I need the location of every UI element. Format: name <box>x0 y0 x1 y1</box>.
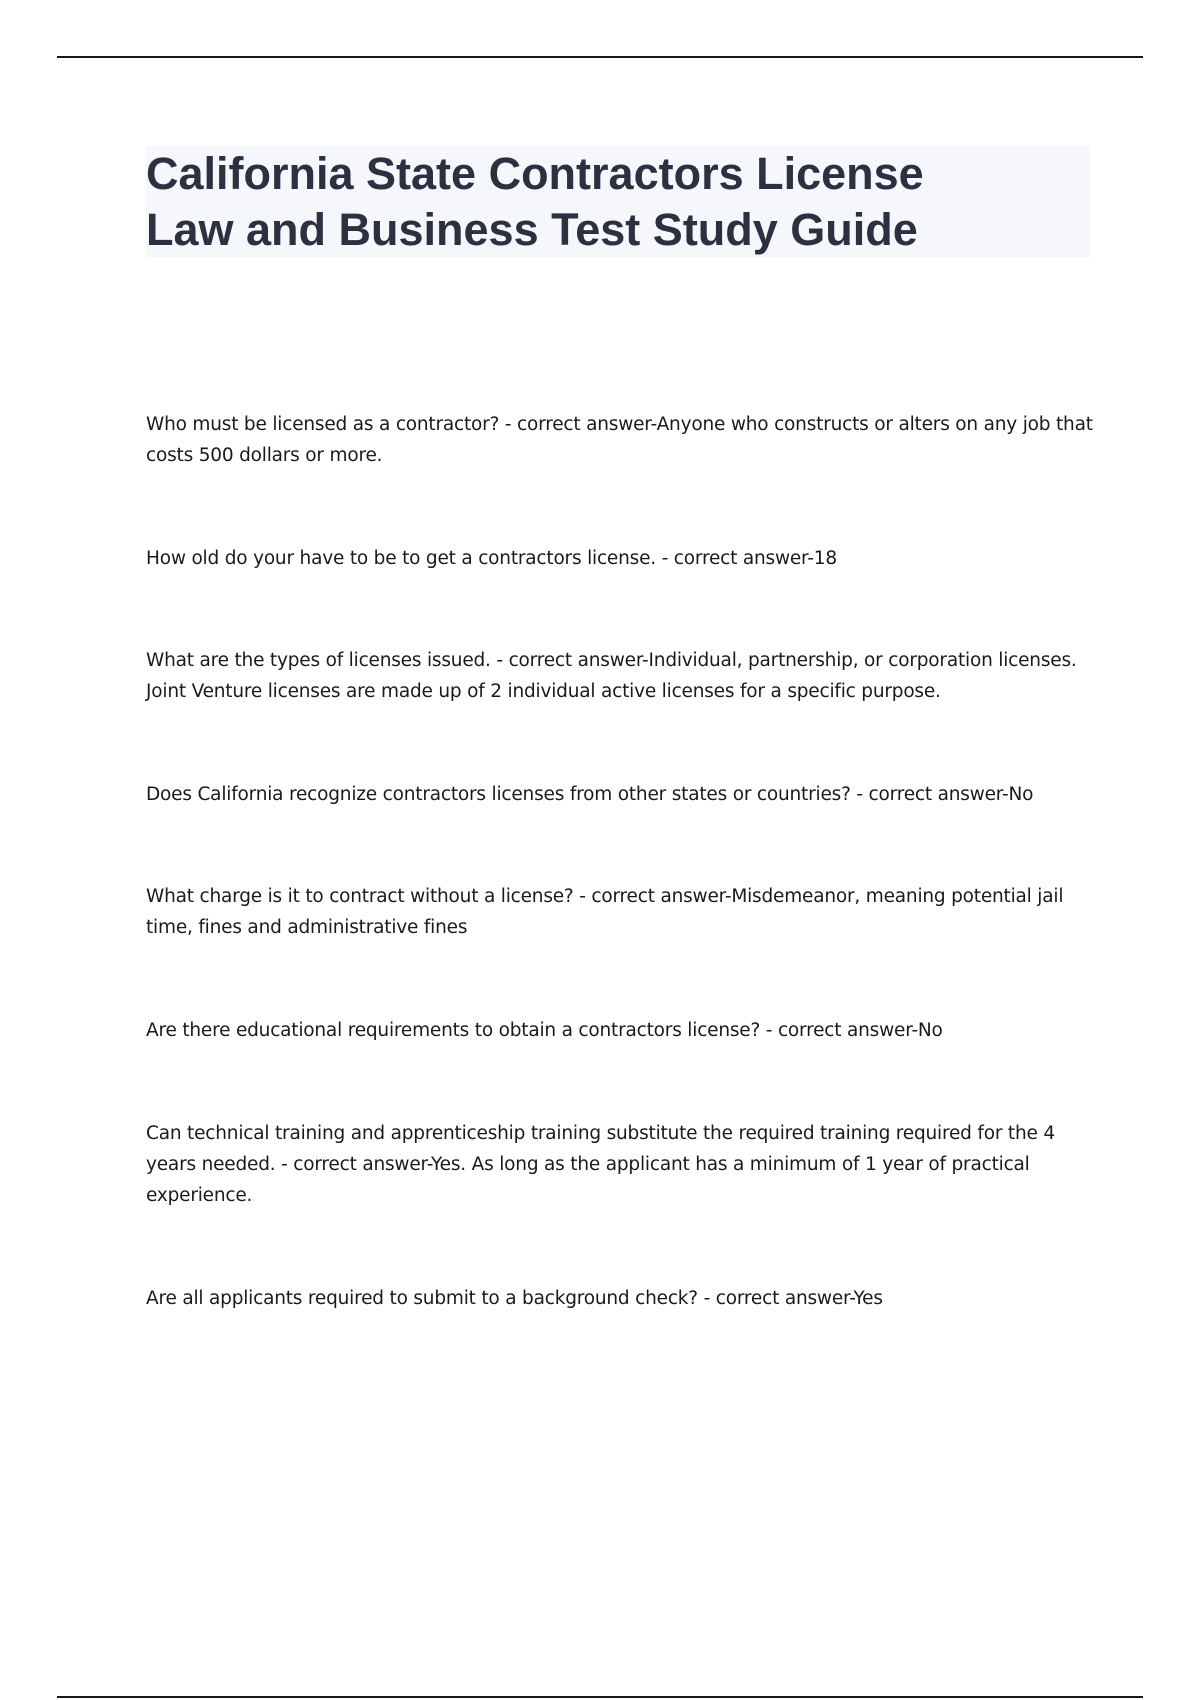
top-rule <box>57 56 1143 58</box>
bottom-rule <box>57 1696 1143 1698</box>
title-block <box>146 146 1090 257</box>
qa-item-education-requirements: Are there educational requirements to obtain a contractors license? - correct answer-No <box>146 1020 943 1041</box>
qa-item-unlicensed-penalty: What charge is it to contract without a license? - correct answer-Misdemeanor, meaning potential jail time, fines and administrative fines <box>146 886 1064 938</box>
page-title <box>146 146 1090 258</box>
qa-item-license-types: What are the types of licenses issued. - correct answer-Individual, partnership, or corporation licenses. Joint Venture licenses are made up of 2 individual active licenses for a specific purpose. <box>146 650 1077 702</box>
qa-item-background-check: Are all applicants required to submit to a background check? - correct answer-Yes <box>146 1288 883 1309</box>
qa-item-training-substitution: Can technical training and apprenticeship training substitute the required training required for the 4 years needed. - correct answer-Yes. As long as the applicant has a minimum of 1 year of practical experience. <box>146 1123 1055 1206</box>
qa-item-reciprocity: Does California recognize contractors licenses from other states or countries? - correct answer-No <box>146 784 1034 805</box>
qa-item-minimum-age: How old do your have to be to get a contractors license. - correct answer-18 <box>146 548 837 569</box>
page-title-line-2: Law and Business Test Study Guide <box>146 204 918 255</box>
page-title-line-1: California State Contractors License <box>146 148 924 199</box>
qa-item-licensing-requirement: Who must be licensed as a contractor? - correct answer-Anyone who constructs or alters on any job that costs 500 dollars or more. <box>146 414 1093 466</box>
